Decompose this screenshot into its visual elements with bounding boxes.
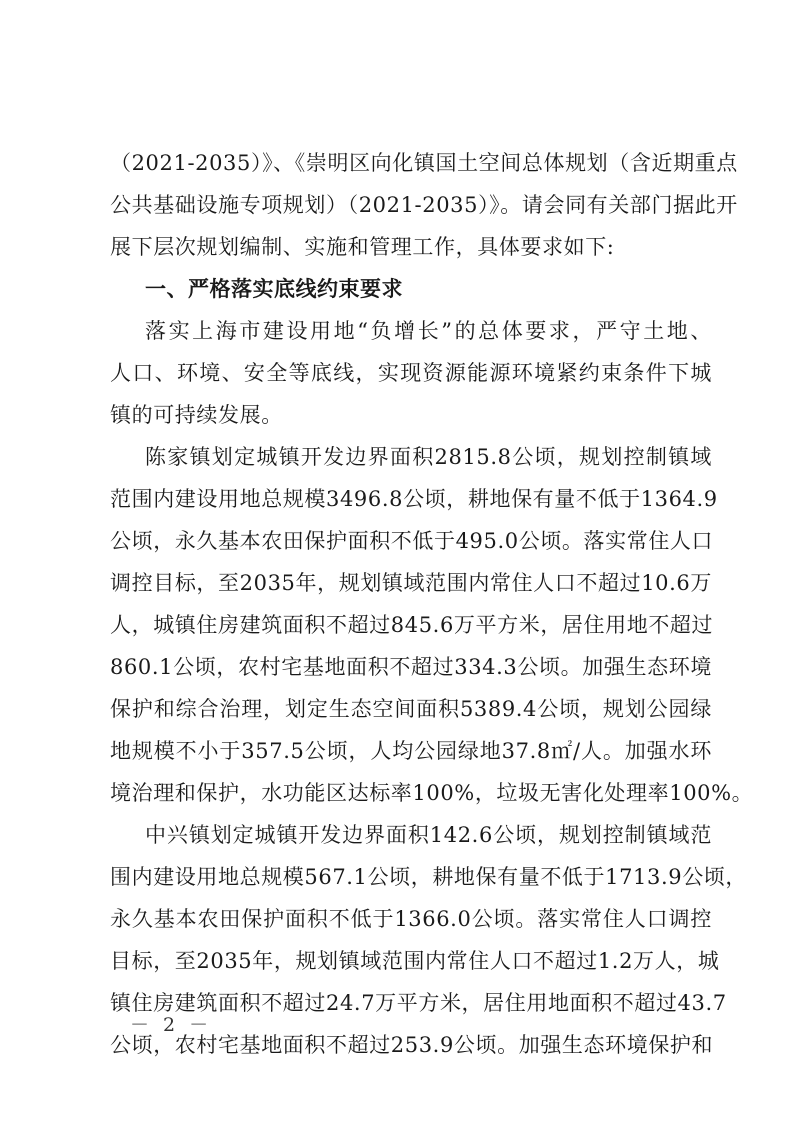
paragraph-line: 围内建设用地总规模567.1公顷，耕地保有量不低于1713.9公顷，: [110, 865, 747, 889]
paragraph-line: 镇的可持续发展。: [110, 403, 283, 427]
paragraph-line: 落实上海市建设用地“负增长”的总体要求，严守土地、: [145, 319, 712, 343]
paragraph-line: 地规模不小于357.5公顷，人均公园绿地37.8㎡/人。加强水环: [110, 739, 712, 763]
paragraph-line: （2021-2035）》、《崇明区向化镇国土空间总体规划（含近期重点: [110, 151, 738, 175]
page-number: － 2 －: [130, 1014, 213, 1036]
section-heading: 一、严格落实底线约束要求: [145, 277, 403, 301]
paragraph-line: 镇住房建筑面积不超过24.7万平方米，居住用地面积不超过43.7: [110, 991, 727, 1015]
paragraph-line: 陈家镇划定城镇开发边界面积2815.8公顷，规划控制镇域: [145, 445, 712, 469]
paragraph-line: 860.1公顷，农村宅基地面积不超过334.3公顷。加强生态环境: [110, 655, 712, 679]
paragraph-line: 目标，至2035年，规划镇域范围内常住人口不超过1.2万人，城: [110, 949, 720, 973]
paragraph-line: 中兴镇划定城镇开发边界面积142.6公顷，规划控制镇域范: [145, 823, 712, 847]
document-body: [110, 142, 754, 1066]
paragraph-line: 人，城镇住房建筑面积不超过845.6万平方米，居住用地不超过: [110, 613, 714, 637]
paragraph-line: 永久基本农田保护面积不低于1366.0公顷。落实常住人口调控: [110, 907, 712, 931]
paragraph-line: 人口、环境、安全等底线，实现资源能源环境紧约束条件下城: [110, 361, 712, 385]
paragraph-line: 展下层次规划编制、实施和管理工作，具体要求如下:: [110, 235, 615, 259]
paragraph-line: 公共基础设施专项规划）（2021-2035）》。请会同有关部门据此开: [110, 193, 738, 217]
paragraph-line: 范围内建设用地总规模3496.8公顷，耕地保有量不低于1364.9: [110, 487, 718, 511]
paragraph-line: 公顷，永久基本农田保护面积不低于495.0公顷。落实常住人口: [110, 529, 714, 553]
paragraph-line: 公顷，农村宅基地面积不超过253.9公顷。加强生态环境保护和: [110, 1033, 714, 1057]
paragraph-line: 境治理和保护，水功能区达标率100%，垃圾无害化处理率100%。: [110, 781, 754, 805]
paragraph-line: 调控目标，至2035年，规划镇域范围内常住人口不超过10.6万: [110, 571, 712, 595]
paragraph-line: 保护和综合治理，划定生态空间面积5389.4公顷，规划公园绿: [110, 697, 712, 721]
